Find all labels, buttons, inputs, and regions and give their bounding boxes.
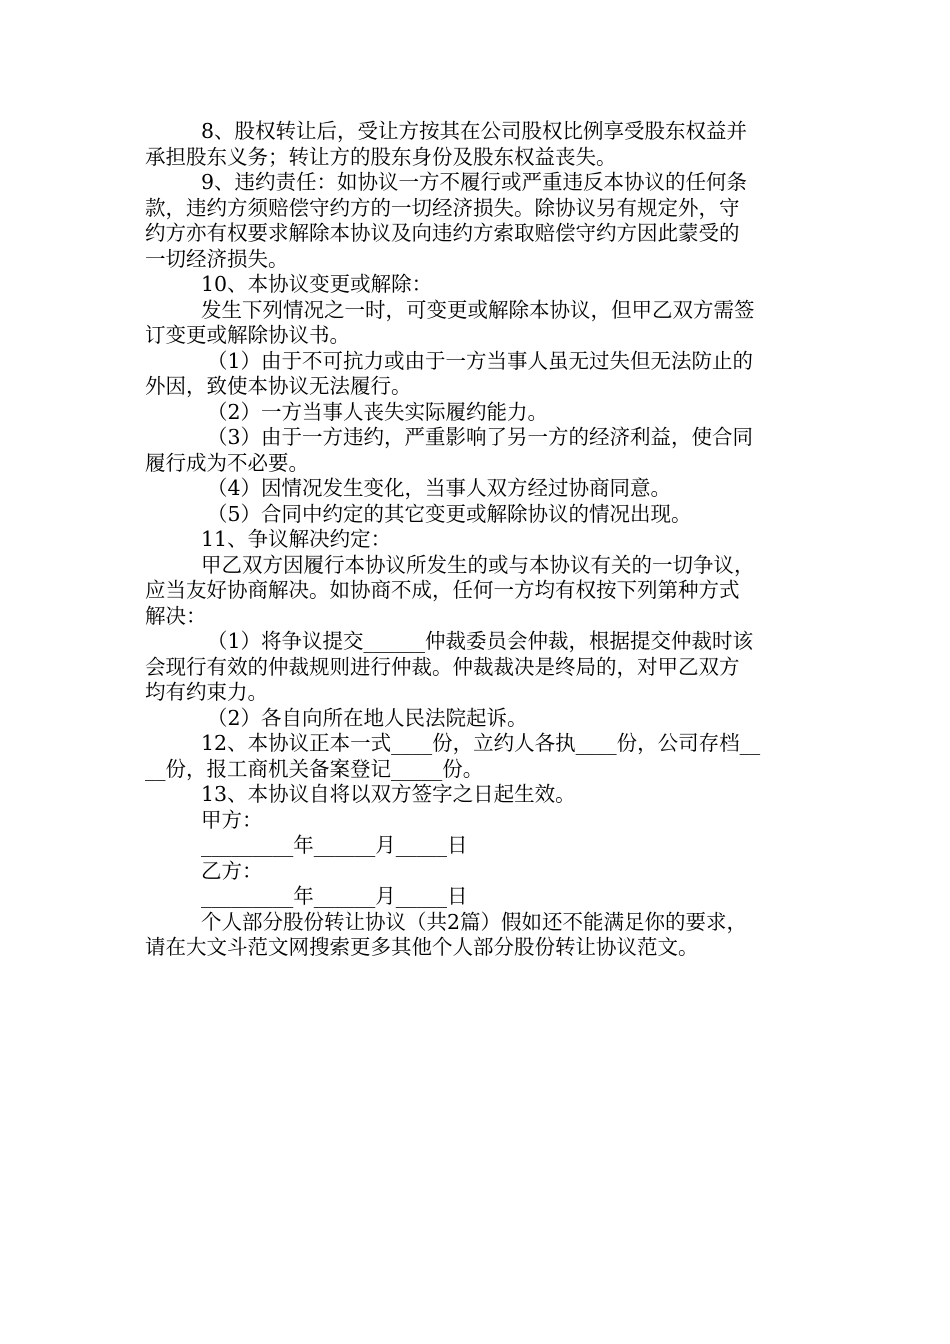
clause-11-item-2: （2）各自向所在地人民法院起诉。 bbox=[207, 705, 528, 730]
clause-11-line-3: 解决： bbox=[145, 603, 207, 628]
document-body bbox=[145, 119, 810, 961]
clause-11-line-1: 甲乙双方因履行本协议所发生的或与本协议有关的一切争议， bbox=[201, 552, 755, 577]
clause-11-heading: 11、争议解决约定： bbox=[201, 527, 392, 551]
clause-10-item-1-line-1: （1）由于不可抗力或由于一方当事人虽无过失但无法防止的 bbox=[207, 348, 754, 373]
clause-11-item-1-line-1: （1）将争议提交______仲裁委员会仲裁，根据提交仲裁时该 bbox=[207, 629, 754, 653]
clause-9-line-4: 一切经济损失。 bbox=[145, 246, 289, 271]
clause-11-line-2: 应当友好协商解决。如协商不成，任何一方均有权按下列第种方式 bbox=[145, 578, 740, 602]
clause-10-heading: 10、本协议变更或解除： bbox=[201, 272, 433, 296]
clause-8-line-1: 8、股权转让后，受让方按其在公司股权比例享受股东权益并 bbox=[201, 119, 748, 143]
party-a-label: 甲方： bbox=[201, 807, 263, 832]
clause-10-item-3-line-1: （3）由于一方违约，严重影响了另一方的经济利益，使合同 bbox=[207, 425, 754, 449]
clause-10-line-1: 发生下列情况之一时，可变更或解除本协议，但甲乙双方需签 bbox=[201, 297, 755, 322]
clause-10-item-1-line-2: 外因，致使本协议无法履行。 bbox=[145, 374, 412, 398]
clause-10-item-2: （2）一方当事人丧失实际履约能力。 bbox=[207, 399, 549, 424]
footer-note-line-1: 个人部分股份转让协议（共2篇）假如还不能满足你的要求， bbox=[201, 909, 748, 934]
clause-13: 13、本协议自将以双方签字之日起生效。 bbox=[201, 782, 576, 806]
clause-10-line-2: 订变更或解除协议书。 bbox=[145, 323, 350, 347]
clause-10-item-4: （4）因情况发生变化，当事人双方经过协商同意。 bbox=[207, 476, 672, 500]
party-a-date-line: _________年______月_____日 bbox=[201, 833, 468, 857]
footer-note-line-2: 请在大文斗范文网搜索更多其他个人部分股份转让协议范文。 bbox=[145, 935, 699, 959]
clause-12-line-1: 12、本协议正本一式____份，立约人各执____份，公司存档__ bbox=[201, 731, 761, 755]
clause-10-item-3-line-2: 履行成为不必要。 bbox=[145, 450, 309, 475]
clause-8-line-2: 承担股东义务；转让方的股东身份及股东权益丧失。 bbox=[145, 144, 617, 169]
clause-9-line-2: 款，违约方须赔偿守约方的一切经济损失。除协议另有规定外，守 bbox=[145, 195, 740, 220]
clause-10-item-5: （5）合同中约定的其它变更或解除协议的情况出现。 bbox=[207, 501, 692, 526]
clause-9-line-3: 约方亦有权要求解除本协议及向违约方索取赔偿守约方因此蒙受的 bbox=[145, 221, 740, 245]
clause-9-line-1: 9、违约责任：如协议一方不履行或严重违反本协议的任何条 bbox=[201, 170, 748, 194]
clause-12-line-2: __份，报工商机关备案登记_____份。 bbox=[145, 756, 484, 781]
clause-11-item-1-line-2: 会现行有效的仲裁规则进行仲裁。仲裁裁决是终局的，对甲乙双方 bbox=[145, 654, 740, 679]
party-b-date-line: _________年______月_____日 bbox=[201, 884, 468, 908]
clause-11-item-1-line-3: 均有约束力。 bbox=[145, 680, 268, 704]
party-b-label: 乙方： bbox=[201, 858, 263, 883]
